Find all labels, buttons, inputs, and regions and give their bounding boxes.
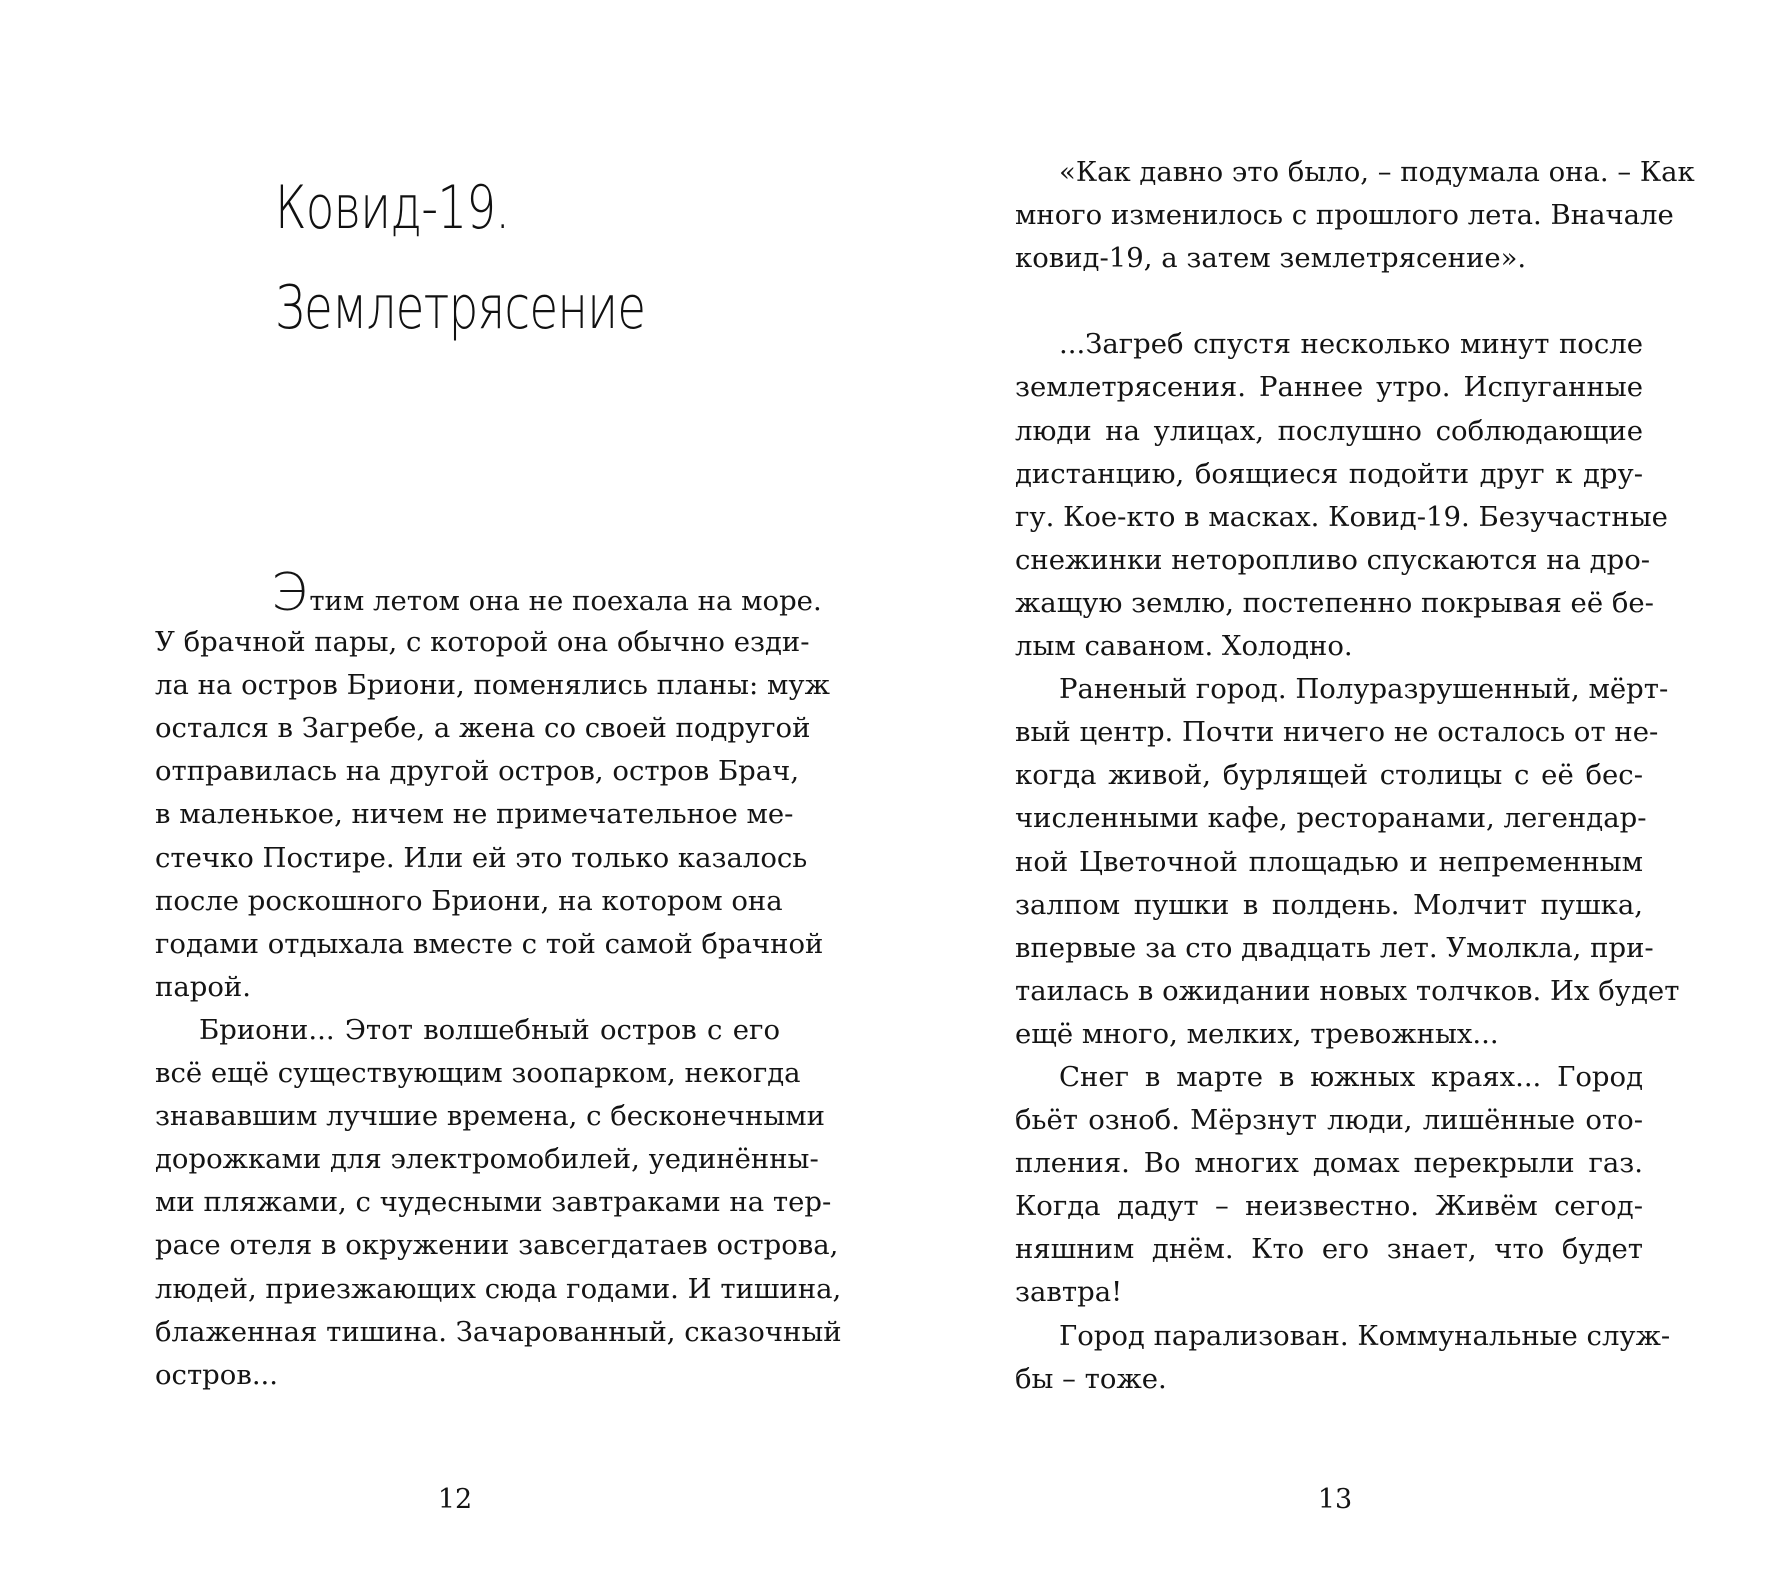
text-line: «Как давно это было, – подумала она. – Как [1059, 156, 1695, 188]
text-line: гу. Кое-кто в масках. Ковид-19. Безучастные [1015, 500, 1668, 533]
text-line: У брачной пары, с которой она обычно езди- [155, 626, 810, 659]
text-line: таилась в ожидании новых толчков. Их будет [1015, 974, 1680, 1007]
text-line: Город парализован. Коммунальные служ- [1059, 1319, 1671, 1352]
text-line: численными кафе, ресторанами, легендар- [1015, 802, 1647, 835]
text-line: когда живой, бурлящей столицы с её бес- [1015, 759, 1643, 792]
text-line: знававшим лучшие времена, с бесконечными [155, 1100, 825, 1133]
blank-line [1015, 280, 1643, 323]
text-line: тим летом она не поехала на море. [309, 585, 822, 617]
text-line: расе отеля в окружении завсегдатаев острова, [155, 1229, 839, 1262]
text-line: дорожками для электромобилей, уединённы- [155, 1143, 819, 1176]
text-line: годами отдыхала вместе с той самой брачной [155, 927, 824, 960]
text-line: дистанцию, боящиеся подойти друг к дру- [1015, 457, 1643, 490]
text-line: в маленькое, ничем не примечательное ме- [155, 798, 794, 831]
text-line: пления. Во многих домах перекрыли газ. [1015, 1147, 1643, 1180]
text-line: много изменилось с прошлого лета. Вначале [1015, 199, 1674, 232]
left-page-text [155, 563, 842, 1397]
text-line: ной Цветочной площадью и непременным [1015, 845, 1643, 878]
text-line: всё ещё существующим зоопарком, некогда [155, 1057, 801, 1090]
text-line: вый центр. Почти ничего не осталось от не- [1015, 716, 1659, 749]
text-line: Раненый город. Полуразрушенный, мёрт- [1059, 673, 1669, 706]
text-line: снежинки неторопливо спускаются на дро- [1015, 543, 1651, 576]
text-line: ещё много, мелких, тревожных... [1015, 1017, 1499, 1050]
right-page-text [1015, 151, 1695, 1401]
text-line: лым саваном. Холодно. [1015, 630, 1353, 663]
text-line: Бриони... Этот волшебный остров с его [199, 1013, 780, 1046]
text-line: Когда дадут – неизвестно. Живём сегод- [1015, 1190, 1643, 1223]
text-line: ...Загреб спустя несколько минут после [1059, 328, 1643, 361]
right-page [895, 0, 1791, 1591]
text-line: впервые за сто двадцать лет. Умолкла, при- [1015, 931, 1654, 964]
text-line: бы – тоже. [1015, 1362, 1167, 1395]
text-line: завтра! [1015, 1276, 1123, 1309]
text-line: няшним днём. Кто его знает, что будет [1015, 1233, 1643, 1266]
page-number-left: 12 [437, 1484, 473, 1515]
text-line: после роскошного Бриони, на котором она [155, 884, 783, 917]
text-line: ми пляжами, с чудесными завтраками на тер- [155, 1186, 832, 1219]
text-line: землетрясения. Раннее утро. Испуганные [1015, 371, 1643, 404]
text-line: люди на улицах, послушно соблюдающие [1015, 414, 1643, 447]
chapter-title-line-2: Землетрясение [275, 273, 646, 343]
text-line: парой. [155, 970, 251, 1003]
text-line: блаженная тишина. Зачарованный, сказочный [155, 1315, 842, 1348]
drop-cap: Э [271, 563, 308, 623]
text-line: ковид-19, а затем землетрясение». [1015, 242, 1527, 275]
chapter-title [275, 158, 645, 358]
page-number-right: 13 [1317, 1484, 1353, 1515]
paragraph-first-line [155, 563, 822, 623]
text-line: ла на остров Бриони, поменялись планы: муж [155, 669, 830, 702]
text-line: отправилась на другой остров, остров Брач, [155, 755, 800, 788]
text-line: бьёт озноб. Мёрзнут люди, лишённые ото- [1015, 1104, 1643, 1137]
text-line: залпом пушки в полдень. Молчит пушка, [1015, 888, 1643, 921]
text-line: людей, приезжающих сюда годами. И тишина, [155, 1272, 842, 1305]
chapter-title-line-1: Ковид-19. [275, 173, 510, 243]
text-line: остался в Загребе, а жена со своей подругой [155, 712, 811, 745]
text-line: Снег в марте в южных краях... Город [1059, 1060, 1643, 1093]
text-line: остров... [155, 1358, 279, 1391]
left-page [0, 0, 895, 1591]
text-line: жащую землю, постепенно покрывая её бе- [1015, 586, 1654, 619]
text-line: стечко Постире. Или ей это только казалось [155, 841, 808, 874]
